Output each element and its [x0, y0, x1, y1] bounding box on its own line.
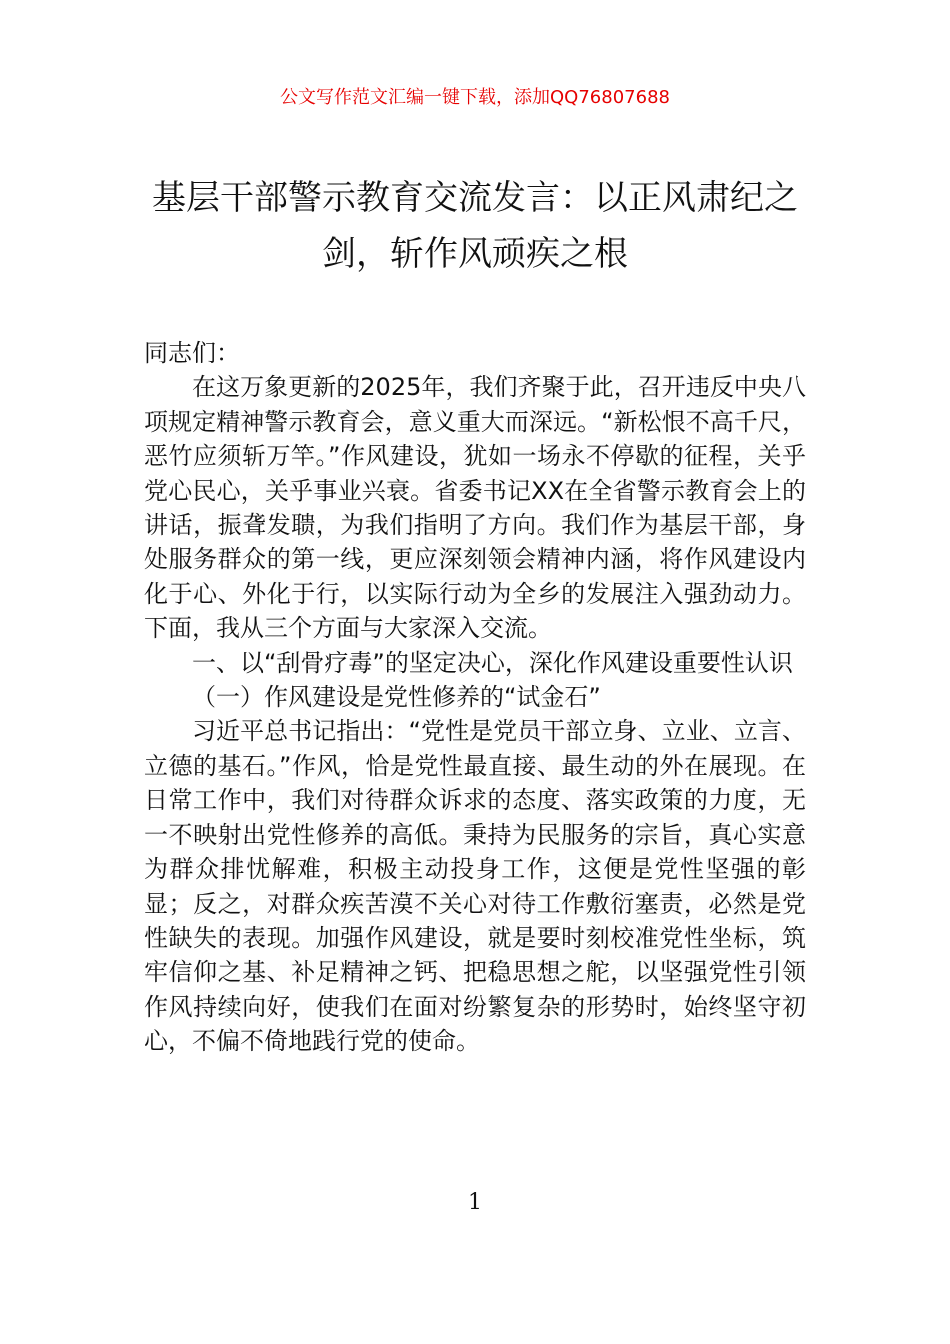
- subsection-heading: （一）作风建设是党性修养的“试金石”: [192, 683, 601, 712]
- watermark-text: 公文写作范文汇编一键下载，添加QQ76807688: [280, 87, 670, 108]
- section-heading: 一、以“刮骨疗毒”的坚定决心，深化作风建设重要性认识: [192, 648, 793, 677]
- body-paragraph: 习近平总书记指出：“党性是党员干部立身、立业、立言、立德的基石。”作风，恰是党性最直接、最生动的外在展现。在日常工作中，我们对待群众诉求的态度、落实政策的力度，无一不映射出党性修养的高低。秉持为民服务的宗旨，真心实意为群众排忧解难，积极主动投身工作，这便是党性坚强的彰显；反之，对群众疾苦漠不关心对待工作敷衍塞责，必然是党性缺失的表现。加强作风建设，就是要时刻校准党性坐标，筑牢信仰之基、补足精神之钙、把稳思想之舵，以坚强党性引领作风持续向好，使我们在面对纷繁复杂的形势时，始终坚守初心，不偏不倚地践行党的使命。: [144, 717, 806, 1056]
- document-title: 基层干部警示教育交流发言：以正风肃纪之剑，斩作风顽疾之根: [152, 178, 798, 274]
- salutation: 同志们：: [144, 339, 240, 367]
- page-number: 1: [468, 1190, 482, 1215]
- document-body: [144, 336, 806, 1059]
- body-paragraph: 在这万象更新的2025年，我们齐聚于此，召开违反中央八项规定精神警示教育会，意义重大而深远。“新松恨不高千尺，恶竹应须斩万竿。”作风建设，犹如一场永不停歇的征程，关乎党心民心，关乎事业兴衰。省委书记XX在全省警示教育会上的讲话，振聋发聩，为我们指明了方向。我们作为基层干部，身处服务群众的第一线，更应深刻领会精神内涵，将作风建设内化于心、外化于行，以实际行动为全乡的发展注入强劲动力。下面，我从三个方面与大家深入交流。: [144, 373, 806, 643]
